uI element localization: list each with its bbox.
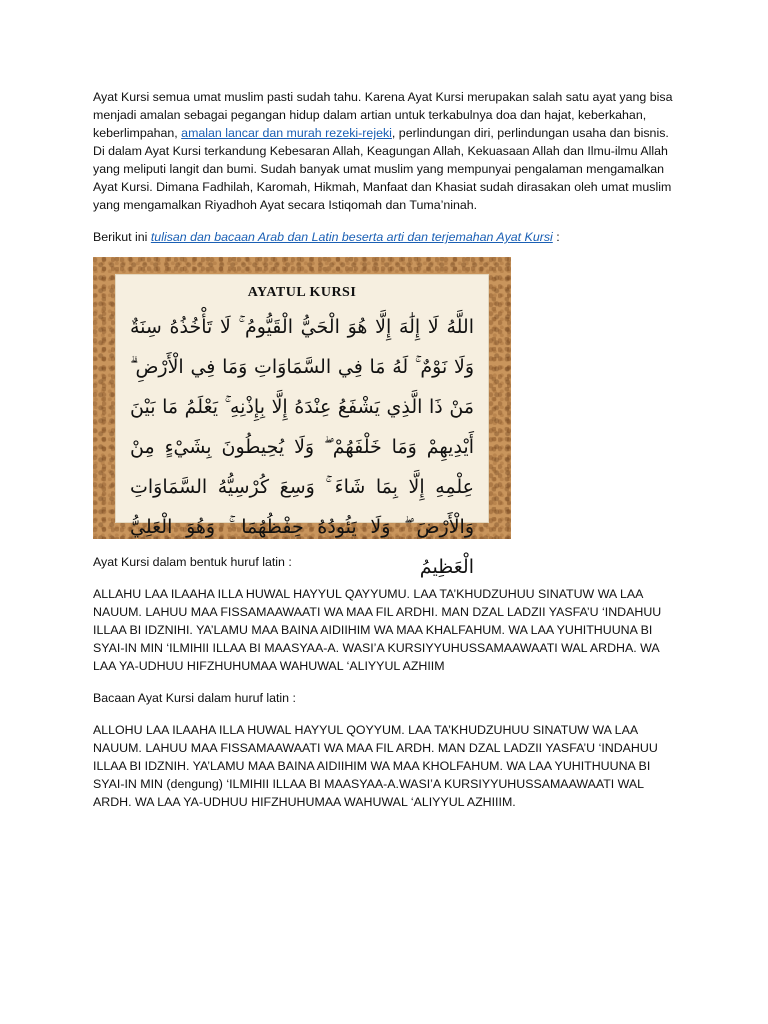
lead-text-end: : [552, 230, 560, 244]
image-title: AYATUL KURSI [247, 285, 357, 300]
section2-latin-text: ALLOHU LAA ILAAHA ILLA HUWAL HAYYUL QOYYUM. LAA TA’KHUDZUHUU SINATUW WA LAA NAUUM. LAHUU MAA FISSAMAAWAATI WA MAA FIL ARDH. MAN DZAL LADZII YASFA’U ‘INDAHUU ILLAA BI IDZNIH. YA’LAMU MAA BAINA AIDIIHIM WA MAA KHOLFAHUM. WA LAA YUHITHUUNA BI SYAI-IN MIN (dengung) ‘ILMIHII ILLAA BI MAASYAA-A.WASI’A KURSIYYUHUSSAMAAWAATI WAL ARDH. WA LAA YA-UDHUU HIFZHUHUMAA WAHUWAL ‘ALIYYUL AZHIIIM. [93, 723, 658, 809]
rezeki-link[interactable]: amalan lancar dan murah rezeki-rejeki [181, 126, 392, 140]
section1-latin-text: ALLAHU LAA ILAAHA ILLA HUWAL HAYYUL QAYYUMU. LAA TA’KHUDZUHUU SINATUW WA LAA NAUUM. LAHUU MAA FISSAMAAWAATI WA MAA FIL ARDHI. MAN DZAL LADZII YASFA’U ‘INDAHUU ILLAA BI IDZNIHI. YA’LAMU MAA BAINA AIDIIHIM WA MAA KHALFAHUM. WA LAA YUHITHUUNA BI SYAI-IN MIN ‘ILMIHII ILLAA BI MAASYAA-A. WASI’A KURSIYYUHUSSAMAAWAATI WAL ARDHA. WA LAA YA-UDHUU HIFZHUHUMAA WAHUWAL ‘ALIYYUL AZHIIM [93, 587, 662, 673]
arabic-text: اللَّهُ لَا إِلَٰهَ إِلَّا هُوَ الْحَيُّ الْقَيُّومُ ۚ لَا تَأْخُذُهُ سِنَةٌ وَلَا نَوْمٌ ۚ لَهُ مَا فِي السَّمَاوَاتِ وَمَا فِي الْأَرْضِ ۗ مَنْ ذَا الَّذِي يَشْفَعُ عِنْدَهُ إِلَّا بِإِذْنِهِ ۚ يَعْلَمُ مَا بَيْنَ أَيْدِيهِمْ وَمَا خَلْفَهُمْ ۖ وَلَا يُحِيطُونَ بِشَيْءٍ مِنْ عِلْمِهِ إِلَّا بِمَا شَاءَ ۚ وَسِعَ كُرْسِيُّهُ السَّمَاوَاتِ وَالْأَرْضَ ۖ وَلَا يَئُودُهُ حِفْظُهُمَا ۚ وَهُوَ الْعَلِيُّ الْعَظِيمُ [130, 316, 474, 578]
lead-paragraph [93, 228, 678, 246]
intro-text-start: Ayat Kursi semua umat muslim pasti sudah tahu. Karena Ayat Kursi merupakan salah satu ayat yang bisa menjadi amalan sebagai pegangan hidup dalam artian untuk terkabulnya doa dan hajat, keberkahan, keberlimpahan, [93, 90, 673, 140]
intro-text-end: , perlindungan diri, perlindungan usaha dan bisnis. Di dalam Ayat Kursi terkandung Kebesaran Allah, Keagungan Allah, Kekuasaan Allah dan Ilmu-ilmu Allah yang meliputi langit dan bumi. Sudah banyak umat muslim yang mempunyai pengalaman mengamalkan Ayat Kursi. Dimana Fadhilah, Karomah, Hikmah, Manfaat dan Khasiat sudah dirasakan oleh umat muslim yang mengamalkan Riyadhoh Ayat secara Istiqomah dan Tuma’ninah. [93, 126, 672, 212]
ayat-kursi-link[interactable]: tulisan dan bacaan Arab dan Latin beserta arti dan terjemahan Ayat Kursi [150, 230, 553, 244]
lead-text-start: Berikut ini [93, 230, 151, 244]
intro-paragraph [93, 88, 678, 214]
section2-heading: Bacaan Ayat Kursi dalam huruf latin : [93, 691, 296, 705]
section1-heading: Ayat Kursi dalam bentuk huruf latin : [93, 555, 292, 569]
